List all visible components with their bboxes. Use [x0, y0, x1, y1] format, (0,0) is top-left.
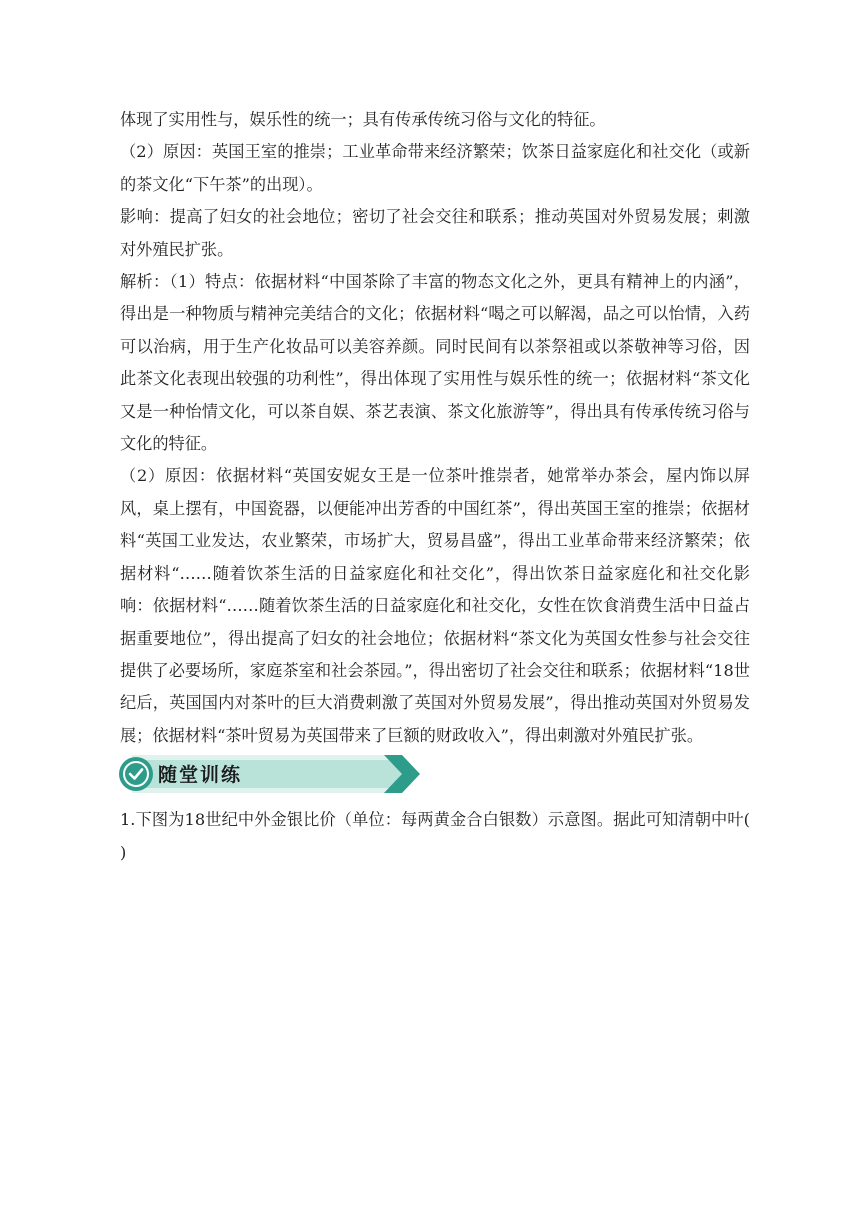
- analysis-part-1: 解析：（1）特点：依据材料“中国茶除了丰富的物态文化之外，更具有精神上的内涵”，得出是一种物质与精神完美结合的文化；依据材料“喝之可以解渴，品之可以怡情，入药可以治病，用于生产化妆品可以美容养颜。同时民间有以茶祭祖或以茶敬神等习俗，因此茶文化表现出较强的功利性”，得出体现了实用性与娱乐性的统一；依据材料“茶文化又是一种怡情文化，可以茶自娱、茶艺表演、茶文化旅游等”，得出具有传承传统习俗与文化的特征。: [120, 272, 750, 454]
- answer-influence: 影响：提高了妇女的社会地位；密切了社会交往和联系；推动英国对外贸易发展；刺激对外殖民扩张。: [120, 207, 750, 259]
- section-banner: [114, 752, 424, 796]
- answer-reason-2: （2）原因：英国王室的推崇；工业革命带来经济繁荣；饮茶日益家庭化和社交化（或新的茶文化“下午茶”的出现）。: [120, 142, 750, 194]
- question-1: 1.下图为18世纪中外金银比价（单位：每两黄金合白银数）示意图。据此可知清朝中叶( ): [120, 810, 781, 862]
- answer-line-continuation: 体现了实用性与，娱乐性的统一；具有传承传统习俗与文化的特征。: [120, 110, 606, 129]
- check-circle-icon: [119, 757, 153, 791]
- document-page: [120, 104, 781, 869]
- section-title: 随堂训练: [158, 764, 243, 787]
- analysis-part-2: （2）原因：依据材料“英国安妮女王是一位茶叶推崇者，她常举办茶会，屋内饰以屏风，桌上摆有，中国瓷器，以便能冲出芳香的中国红茶”，得出英国王室的推崇；依据材料“英国工业发达，农业繁荣，市场扩大，贸易昌盛”，得出工业革命带来经济繁荣；依据材料“……随着饮茶生活的日益家庭化和社交化”，得出饮茶日益家庭化和社交化影响：依据材料“……随着饮茶生活的日益家庭化和社交化，女性在饮食消费生活中日益占据重要地位”，得出提高了妇女的社会地位；依据材料“茶文化为英国女性参与社会交往提供了必要场所，家庭茶室和社会茶园。”，得出密切了社会交往和联系；依据材料“18世纪后，英国国内对茶叶的巨大消费刺激了英国对外贸易发展”，得出推动英国对外贸易发展；依据材料“茶叶贸易为英国带来了巨额的财政收入”，得出刺激对外殖民扩张。: [120, 466, 750, 745]
